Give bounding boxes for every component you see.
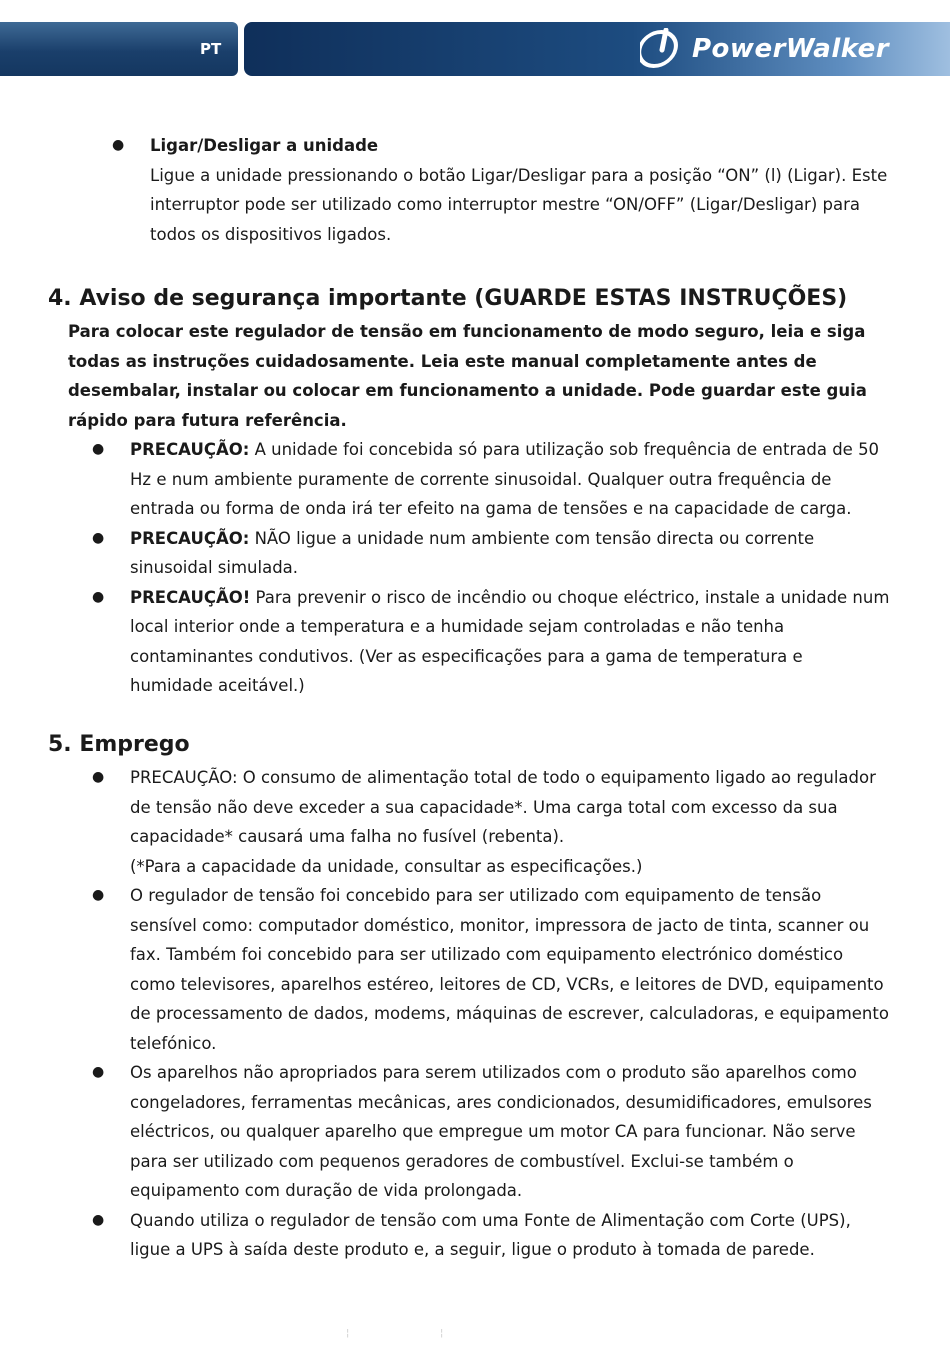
caution-label: PRECAUÇÃO! bbox=[130, 587, 251, 607]
list-item bbox=[92, 435, 890, 524]
caution-label: PRECAUÇÃO: bbox=[130, 440, 250, 459]
brand-name: PowerWalker bbox=[692, 34, 890, 64]
caution-text: Para prevenir o risco de incêndio ou choque eléctrico, instale a unidade num local interior onde a temperatura e a humidade sejam controladas e não tenha contaminantes condutivos. (Ver as especificações para a gama de temperatura e humidade aceitável.) bbox=[130, 587, 890, 695]
language-label: PT bbox=[200, 40, 222, 58]
bullet-icon: ● bbox=[92, 529, 105, 546]
switch-text: Ligue a unidade pressionando o botão Ligar/Desligar para a posição “ON” (l) (Ligar). Este interruptor pode ser utilizado como interruptor mestre “ON/OFF” (Ligar/Desligar) para todos os dispositivos ligados. bbox=[150, 165, 888, 244]
power-logo-icon bbox=[640, 28, 690, 70]
bullet-icon: ● bbox=[92, 769, 105, 785]
list-item bbox=[92, 583, 890, 701]
section-5-title: 5. Emprego bbox=[48, 732, 190, 757]
bullet-icon: ● bbox=[92, 1064, 105, 1080]
switch-title: Ligar/Desligar a unidade bbox=[150, 136, 379, 155]
bullet-icon: ● bbox=[112, 137, 125, 153]
caution-label: PRECAUÇÃO: bbox=[130, 528, 250, 548]
section-4-list bbox=[92, 435, 890, 701]
item-text: PRECAUÇÃO: O consumo de alimentação total de todo o equipamento ligado ao regulador de tensão não deve exceder a sua capacidade*. Uma carga total com excesso da sua capacidade* causará uma falha no fusível (rebenta). bbox=[130, 768, 876, 846]
list-item bbox=[92, 1058, 890, 1206]
list-item bbox=[92, 1206, 890, 1265]
caution-text: NÃO ligue a unidade num ambiente com tensão directa ou corrente sinusoidal simulada. bbox=[130, 528, 815, 577]
list-item bbox=[92, 881, 890, 1058]
item-text: Os aparelhos não apropriados para serem utilizados com o produto são aparelhos como congeladores, ferramentas mecânicas, ares condicionados, desumidificadores, emulsores eléctricos, ou qualquer aparelho que empregue um motor CA para funcionar. Não serve para ser utilizado com pequenos geradores de combustível. Exclui-se também o equipamento com duração de vida prolongada. bbox=[130, 1063, 872, 1200]
footer-mark: ¦ bbox=[346, 1328, 350, 1339]
bullet-icon: ● bbox=[92, 887, 105, 903]
section-5-list bbox=[92, 763, 890, 1265]
list-item bbox=[92, 524, 890, 583]
list-item bbox=[112, 131, 900, 249]
bullet-icon: ● bbox=[92, 588, 105, 605]
item-note: (*Para a capacidade da unidade, consultar as especificações.) bbox=[130, 856, 643, 876]
item-text: O regulador de tensão foi concebido para ser utilizado com equipamento de tensão sensível como: computador doméstico, monitor, impressora de jacto de tinta, scanner ou fax. Também foi concebido para ser utilizado com equipamento electrónico doméstico como televisores, aparelhos estéreo, leitores de CD, VCRs, e leitores de DVD, equipamento de processamento de dados, modems, máquinas de escrever, calculadoras, e equipamento telefónico. bbox=[130, 886, 889, 1053]
bullet-icon: ● bbox=[92, 441, 105, 457]
bullet-icon: ● bbox=[92, 1211, 105, 1228]
item-text: Quando utiliza o regulador de tensão com uma Fonte de Alimentação com Corte (UPS), ligue a UPS à saída deste produto e, a seguir, ligue o produto à tomada de parede. bbox=[130, 1210, 851, 1259]
section-4-title: 4. Aviso de segurança importante (GUARDE ESTAS INSTRUÇÕES) bbox=[48, 286, 848, 311]
caution-text: A unidade foi concebida só para utilização sob frequência de entrada de 50 Hz e num ambiente puramente de corrente sinusoidal. Qualquer outra frequência de entrada ou forma de onda irá ter efeito na gama de tensões e na capacidade de carga. bbox=[130, 440, 880, 518]
list-item bbox=[92, 763, 890, 881]
brand-logo bbox=[640, 26, 940, 72]
footer-mark: ¦ bbox=[440, 1328, 444, 1339]
section-4-intro: Para colocar este regulador de tensão em funcionamento de modo seguro, leia e siga todas as instruções cuidadosamente. Leia este manual completamente antes de desembalar, instalar ou colocar em funcionamento a unidade. Pode guardar este guia rápido para futura referência. bbox=[68, 322, 867, 430]
switch-list bbox=[112, 131, 900, 249]
